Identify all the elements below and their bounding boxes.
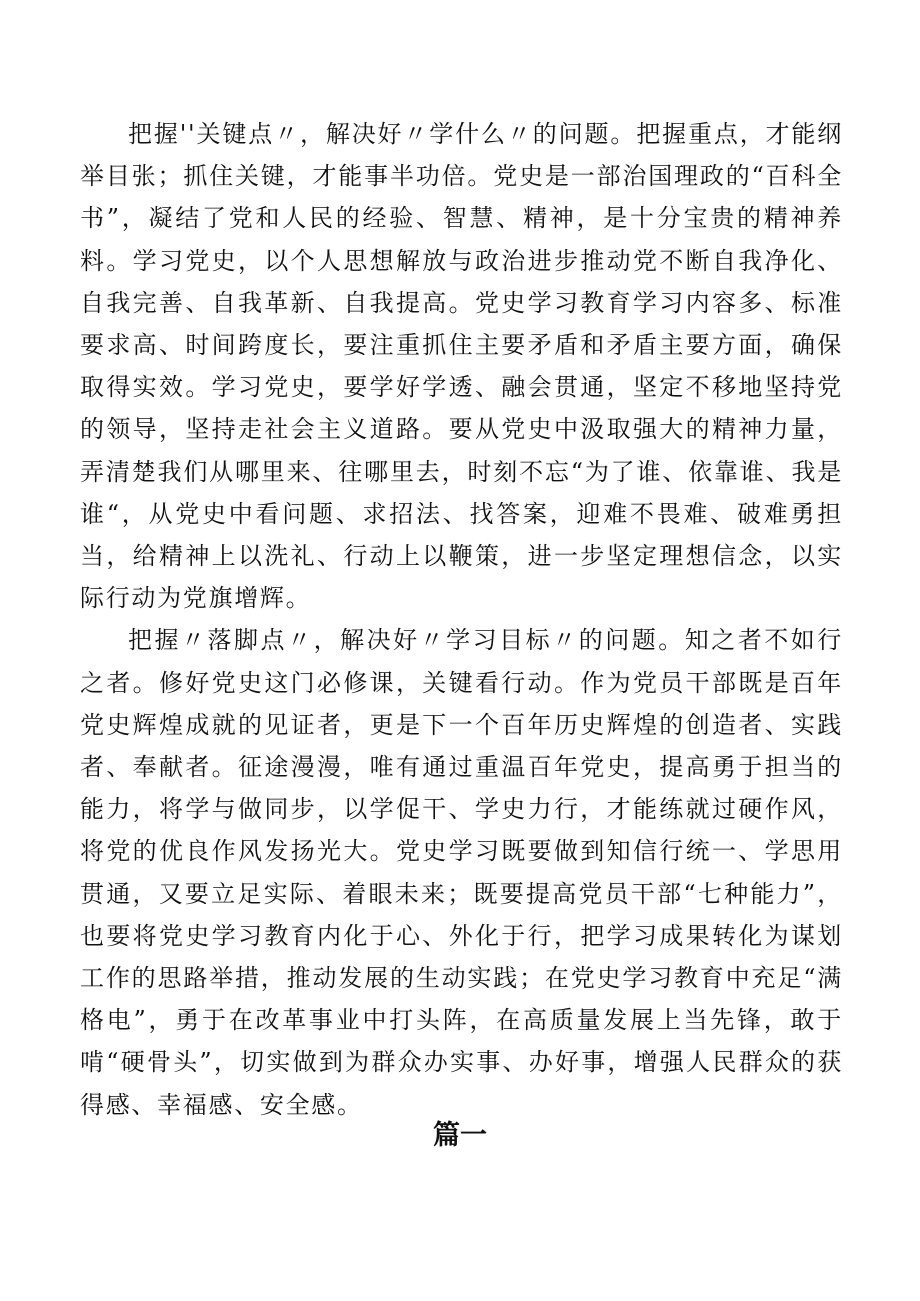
paragraph-key-point: 把握''关键点〃，解决好〃学什么〃的问题。把握重点，才能纲举目张；抓住关键，才能事半功倍。党史是一部治国理政的“百科全书”，凝结了党和人民的经验、智慧、精神，是十分宝贵的精神养料。学习党史，以个人思想解放与政治进步推动党不断自我净化、自我完善、自我革新、自我提高。党史学习教育学习内容多、标准要求高、时间跨度长，要注重抓住主要矛盾和矛盾主要方面，确保取得实效。学习党史，要学好学透、融会贯通，坚定不移地坚持党的领导，坚持走社会主义道路。要从党史中汲取强大的精神力量，弄清楚我们从哪里来、往哪里去，时刻不忘“为了谁、依靠谁、我是谁“，从党史中看问题、求招法、找答案，迎难不畏难、破难勇担当，给精神上以洗礼、行动上以鞭策，进一步坚定理想信念，以实际行动为党旗增辉。 (80, 120, 843, 613)
section-heading: 篇一 (433, 1120, 487, 1151)
document-body (80, 113, 843, 1126)
paragraph-landing-point: 把握〃落脚点〃，解决好〃学习目标〃的问题。知之者不如行之者。修好党史这门必修课，关键看行动。作为党员干部既是百年党史辉煌成就的见证者，更是下一个百年历史辉煌的创造者、实践者、奉献者。征途漫漫，唯有通过重温百年党史，提高勇于担当的能力，将学与做同步，以学促干、学史力行，才能练就过硬作风，将党的优良作风发扬光大。党史学习既要做到知信行统一、学思用贯通，又要立足实际、着眼未来；既要提高党员干部“七种能力”，也要将党史学习教育内化于心、外化于行，把学习成果转化为谋划工作的思路举措，推动发展的生动实践；在党史学习教育中充足“满格电”，勇于在改革事业中打头阵，在高质量发展上当先锋，敢于啃“硬骨头”，切实做到为群众办实事、办好事，增强人民群众的获得感、幸福感、安全感。 (80, 626, 843, 1119)
